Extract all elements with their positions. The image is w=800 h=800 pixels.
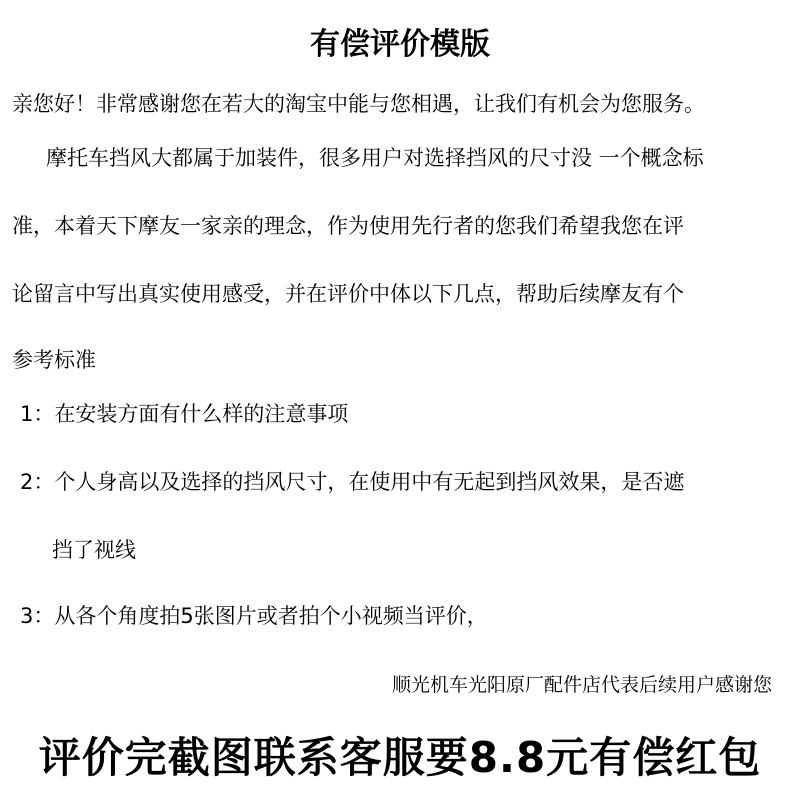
- document-title: 有偿评价模版: [310, 27, 490, 62]
- footer-banner: 评价完截图联系客服要8.8元有偿红包: [38, 733, 762, 782]
- store-signature: 顺光机车光阳原厂配件店代表后续用户感谢您: [391, 674, 772, 696]
- intro-line-1: 摩托车挡风大都属于加装件，很多用户对选择挡风的尺寸没 一个概念标: [46, 146, 704, 170]
- point-1-number: 1：: [20, 402, 55, 426]
- intro-line-2: 准，本着天下摩友一家亲的理念，作为使用先行者的您我们希望我您在评: [12, 214, 684, 238]
- point-3-number: 3：: [20, 604, 55, 628]
- intro-line-4: 参考标准: [12, 348, 96, 372]
- point-3: [20, 606, 488, 627]
- intro-line-3: 论留言中写出真实使用感受，并在评价中体以下几点，帮助后续摩友有个: [12, 282, 684, 306]
- point-1: [20, 404, 348, 425]
- point-2-number: 2：: [20, 470, 55, 494]
- point-2-text: 个人身高以及选择的挡风尺寸，在使用中有无起到挡风效果，是否遮: [54, 470, 685, 494]
- point-2-continuation: 挡了视线: [52, 538, 136, 562]
- greeting-line: 亲您好！非常感谢您在若大的淘宝中能与您相遇，让我们有机会为您服务。: [12, 92, 705, 116]
- point-2: [20, 472, 684, 493]
- point-1-text: 在安装方面有什么样的注意事项: [54, 402, 349, 426]
- point-3-text: 从各个角度拍5张图片或者拍个小视频当评价，: [54, 604, 488, 628]
